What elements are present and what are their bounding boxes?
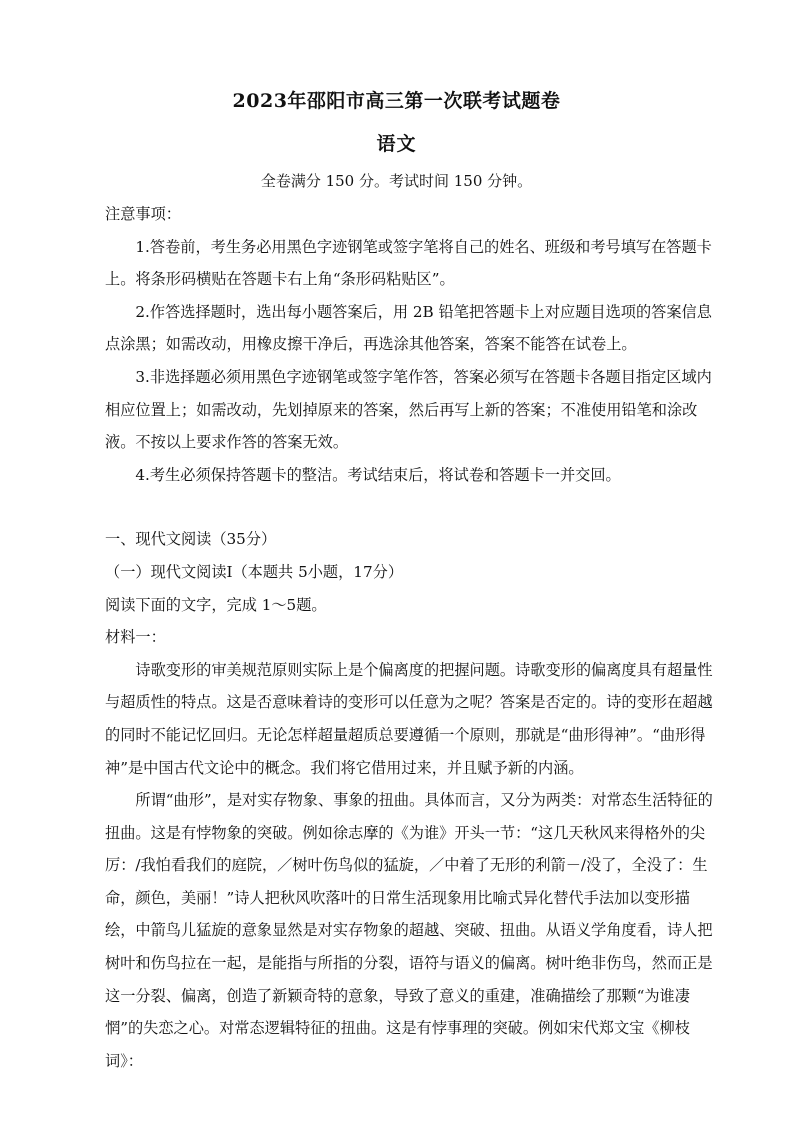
material-label: 材料一： <box>105 628 166 647</box>
section-spacer <box>105 491 717 523</box>
subject-title: 语文 <box>376 133 417 155</box>
notice-item-3: 3.非选择题必须用黑色字迹钢笔或签字笔作答，答案必须写在答题卡各题目指定区域内相应位置上；如需改动，先划掉原来的答案，然后再写上新的答案；不准使用铅笔和涂改液。不按以上要求作答的答案无效。 <box>105 367 712 452</box>
material-paragraph-2: 所谓“曲形”，是对实存物象、事象的扭曲。具体而言，又分为两类：对常态生活特征的扭曲。这是有悖物象的突破。例如徐志摩的《为谁》开头一节：“这几天秋风来得格外的尖厉：/我怕看我们的庭院，／树叶伤鸟似的猛旋，／中着了无形的利箭－/没了，全没了：生命，颜色，美丽！”诗人把秋风吹落叶的日常生活现象用比喻式异化替代手法加以变形描绘，中箭鸟儿猛旋的意象显然是对实存物象的超越、突破、扭曲。从语义学角度看，诗人把树叶和伤鸟拉在一起，是能指与所指的分裂，语符与语义的偏离。树叶绝非伤鸟，然而正是这一分裂、偏离，创造了新颖奇特的意象，导致了意义的重建，准确描绘了那颗“为谁凄惘”的失恋之心。对常态逻辑特征的扭曲。这是有悖事理的突破。例如宋代郑文宝《柳枝词》： <box>105 791 713 1070</box>
material-paragraph-1: 诗歌变形的审美规范原则实际上是个偏离度的把握问题。诗歌变形的偏离度具有超量性与超质性的特点。这是否意味着诗的变形可以任意为之呢？答案是否定的。诗的变形在超越的同时不能记忆回归。无论怎样超量超质总要遵循一个原则，那就是“曲形得神”。“曲形得神”是中国古代文论中的概念。我们将它借用过来，并且赋予新的内涵。 <box>105 660 713 777</box>
exam-title: 2023年邵阳市高三第一次联考试题卷 <box>232 90 561 112</box>
notice-item-4: 4.考生必须保持答题卡的整洁。考试结束后，将试卷和答题卡一并交回。 <box>135 465 621 484</box>
score-time-info: 全卷满分 150 分。考试时间 150 分钟。 <box>260 172 533 190</box>
section-heading: 一、现代文阅读（35分） <box>105 530 277 549</box>
notice-heading: 注意事项： <box>105 205 181 223</box>
subsection-heading: （一）现代文阅读Ⅰ（本题共 5小题，17分） <box>105 562 404 581</box>
document-body <box>105 198 717 1077</box>
reading-instruction: 阅读下面的文字，完成 1～5题。 <box>105 595 327 614</box>
notice-item-1: 1.答卷前，考生务必用黑色字迹钢笔或签字笔将自己的姓名、班级和考号填写在答题卡上。将条形码横贴在答题卡右上角“条形码粘贴区”。 <box>105 237 712 289</box>
notice-item-2: 2.作答选择题时，选出每小题答案后，用 2B 铅笔把答题卡上对应题目选项的答案信息点涂黑；如需改动，用橡皮擦干净后，再选涂其他答案，答案不能答在试卷上。 <box>105 302 712 354</box>
